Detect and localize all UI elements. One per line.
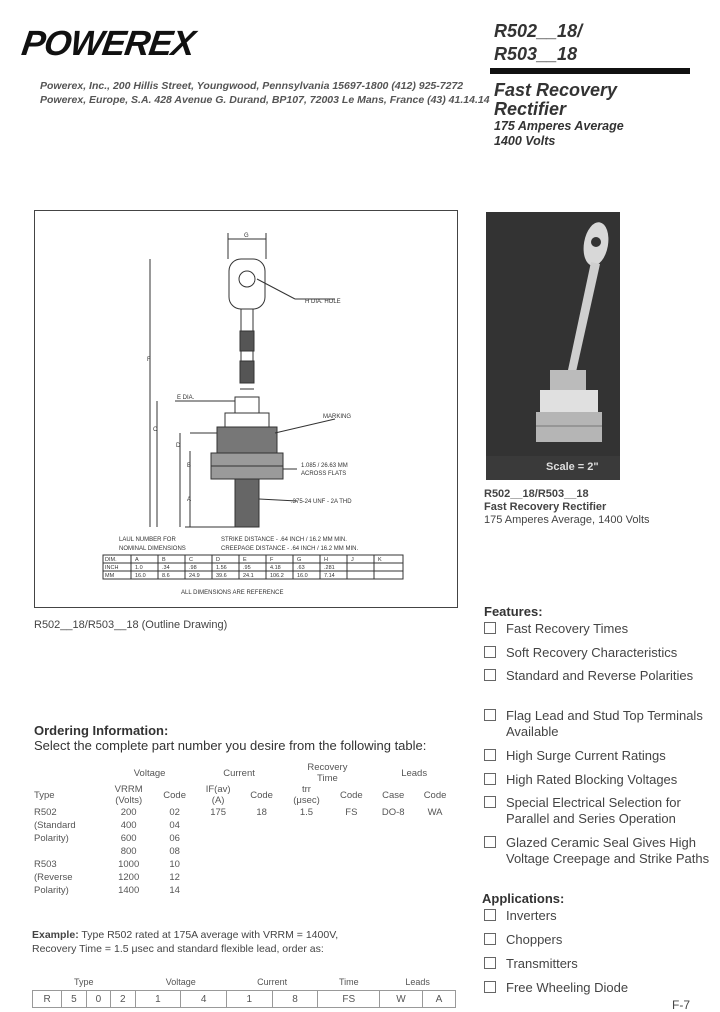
- title-line-3: 175 Amperes Average: [494, 119, 624, 133]
- code-cell: FS: [318, 991, 380, 1008]
- checkbox-icon: [484, 981, 496, 993]
- cell-rcode: [330, 858, 372, 871]
- cell-usec: [283, 819, 331, 832]
- dim-b-label: B: [187, 463, 192, 469]
- group-voltage: Voltage: [133, 767, 166, 779]
- cell-volts: 1200: [118, 872, 140, 883]
- dim-table-cell: J: [351, 557, 354, 563]
- cell-amps: [196, 845, 241, 858]
- dim-table-cell: .281: [324, 565, 335, 571]
- dim-table-cell: .34: [162, 565, 170, 571]
- cell-usec: [283, 884, 331, 897]
- cell-volts: 400: [120, 820, 137, 831]
- code-cell: 2: [111, 991, 135, 1008]
- cell-case: [372, 884, 414, 897]
- table-row: [32, 832, 456, 845]
- col-type: Type: [34, 789, 55, 801]
- dim-table-cell: H: [324, 557, 328, 563]
- col-lcode: Code: [423, 789, 447, 801]
- cell-usec: [283, 845, 331, 858]
- code-group-time: Time: [318, 974, 380, 991]
- dim-a-label: A: [187, 497, 192, 503]
- checkbox-icon: [484, 669, 496, 681]
- creepage-distance: CREEPAGE DISTANCE - .64 INCH / 16.2 MM MIN.: [221, 546, 359, 552]
- note-left-1: LAUL NUMBER FOR: [119, 537, 176, 543]
- dim-table-cell: .95: [243, 565, 251, 571]
- feature-item: High Surge Current Ratings: [484, 748, 714, 764]
- col-ifav: IF(av) (A): [205, 784, 231, 806]
- photo-caption-2: Fast Recovery Rectifier: [484, 501, 607, 513]
- dim-g-label: G: [244, 233, 249, 239]
- address-usa: Powerex, Inc., 200 Hillis Street, Youngwood, Pennsylvania 15697-1800 (412) 925-7272: [40, 80, 464, 92]
- hole-label: H DIA. HOLE: [305, 299, 341, 305]
- dim-table-cell: C: [189, 557, 193, 563]
- cell-rcode: [330, 819, 372, 832]
- part-number-1: R502__18/: [494, 21, 583, 41]
- checkbox-icon: [484, 646, 496, 658]
- drawing-footer: ALL DIMENSIONS ARE REFERENCE: [181, 590, 284, 596]
- feature-item: High Rated Blocking Voltages: [484, 772, 714, 788]
- dim-table-cell: 16.0: [297, 573, 308, 579]
- cell-vcode: 10: [169, 859, 180, 870]
- col-vrrm: VRRM (Volts): [114, 784, 143, 806]
- note-left-2: NOMINAL DIMENSIONS: [119, 546, 186, 552]
- cell-volts: 800: [120, 846, 137, 857]
- cell-rcode: [330, 832, 372, 845]
- code-cell: 1: [135, 991, 181, 1008]
- dim-table-cell: 4.18: [270, 565, 281, 571]
- cell-usec: [283, 858, 331, 871]
- application-item: Free Wheeling Diode: [484, 980, 714, 996]
- ordering-subheading: Select the complete part number you desire from the following table:: [34, 738, 427, 753]
- cell-lcode: [414, 884, 456, 897]
- cell-case: [372, 845, 414, 858]
- col-trr: trr (μsec): [293, 784, 320, 806]
- feature-item: Soft Recovery Characteristics: [484, 645, 714, 661]
- example-line-2: Recovery Time = 1.5 μsec and standard flexible lead, order as:: [32, 943, 324, 955]
- cell-lcode: [414, 845, 456, 858]
- powerex-logo: POWEREX: [19, 24, 197, 63]
- cell-amps: 175: [210, 807, 227, 818]
- features-heading: Features:: [484, 604, 543, 619]
- cell-case: DO-8: [381, 807, 405, 818]
- code-cell: 5: [62, 991, 86, 1008]
- title-line-2: Rectifier: [494, 99, 567, 119]
- address-europe: Powerex, Europe, S.A. 428 Avenue G. Durand, BP107, 72003 Le Mans, France (43) 41.14.14: [40, 94, 490, 106]
- dim-table-cell: MM: [105, 573, 115, 579]
- dim-table-cell: 24.9: [189, 573, 200, 579]
- dim-table-cell: 1.0: [135, 565, 143, 571]
- cell-amps: [196, 819, 241, 832]
- outline-drawing: [35, 211, 457, 607]
- dim-d-label: D: [176, 443, 181, 449]
- checkbox-icon: [484, 796, 496, 808]
- feature-item: Glazed Ceramic Seal Gives High Voltage Creepage and Strike Paths: [484, 835, 714, 866]
- cell-rcode: [330, 845, 372, 858]
- table-row: [32, 871, 456, 884]
- cell-lcode: [414, 871, 456, 884]
- cell-rcode: FS: [345, 807, 358, 818]
- code-cell: R: [33, 991, 62, 1008]
- application-item: Inverters: [484, 908, 714, 924]
- cell-icode: [241, 871, 283, 884]
- applications-heading: Applications:: [482, 891, 565, 906]
- cell-usec: [283, 832, 331, 845]
- cell-vcode: 04: [169, 820, 180, 831]
- cell-vcode: 02: [169, 807, 180, 818]
- application-item: Choppers: [484, 932, 714, 948]
- col-vcode: Code: [163, 789, 186, 801]
- checkbox-icon: [484, 709, 496, 721]
- application-item: Transmitters: [484, 956, 714, 972]
- cell-lcode: WA: [427, 807, 443, 818]
- cell-amps: [196, 884, 241, 897]
- cell-type: (Standard: [34, 820, 76, 831]
- code-cell: 1: [226, 991, 272, 1008]
- dim-table-cell: INCH: [105, 565, 119, 571]
- dim-table-cell: A: [135, 557, 139, 563]
- flats-label-1: 1.085 / 26.63 MM: [301, 463, 348, 469]
- cell-type: Polarity): [34, 833, 69, 844]
- dim-table-cell: K: [378, 557, 382, 563]
- product-photo: [486, 212, 620, 480]
- cell-lcode: [414, 832, 456, 845]
- dim-table-cell: G: [297, 557, 302, 563]
- dim-table-cell: 1.56: [216, 565, 227, 571]
- code-cell: 8: [272, 991, 318, 1008]
- code-cell: W: [380, 991, 423, 1008]
- cell-type: (Reverse: [34, 872, 73, 883]
- cell-amps: [196, 871, 241, 884]
- feature-item: Fast Recovery Times: [484, 621, 714, 637]
- checkbox-icon: [484, 836, 496, 848]
- cell-type: Polarity): [34, 885, 69, 896]
- dim-table-cell: 24.1: [243, 573, 254, 579]
- dim-e-label: E DIA.: [177, 395, 195, 401]
- cell-rcode: [330, 884, 372, 897]
- dim-table-cell: F: [270, 557, 274, 563]
- cell-icode: [241, 858, 283, 871]
- cell-amps: [196, 858, 241, 871]
- cell-type: [32, 845, 104, 858]
- ordering-heading: Ordering Information:: [34, 723, 169, 738]
- cell-icode: [241, 819, 283, 832]
- cell-volts: 200: [120, 807, 137, 818]
- checkbox-icon: [484, 933, 496, 945]
- cell-vcode: 12: [169, 872, 180, 883]
- checkbox-icon: [484, 773, 496, 785]
- flats-label-2: ACROSS FLATS: [301, 471, 347, 477]
- feature-item: Standard and Reverse Polarities: [484, 668, 714, 684]
- code-cell: A: [422, 991, 455, 1008]
- code-group-current: Current: [226, 974, 317, 991]
- group-recovery: Recovery Time: [307, 762, 348, 784]
- part-code-table: [32, 974, 456, 1008]
- dim-f-label: F: [147, 357, 151, 363]
- cell-volts: 600: [120, 833, 137, 844]
- photo-caption-1: R502__18/R503__18: [484, 488, 589, 500]
- cell-lcode: [414, 819, 456, 832]
- cell-vcode: 06: [169, 833, 180, 844]
- table-row: [32, 806, 456, 819]
- marking-label: MARKING: [323, 414, 352, 420]
- checkbox-icon: [484, 957, 496, 969]
- title-line-1: Fast Recovery: [494, 80, 618, 100]
- header-rule: [490, 68, 690, 74]
- drawing-caption: R502__18/R503__18 (Outline Drawing): [34, 619, 228, 631]
- dim-table-cell: 7.14: [324, 573, 335, 579]
- checkbox-icon: [484, 749, 496, 761]
- cell-amps: [196, 832, 241, 845]
- cell-volts: 1400: [118, 885, 140, 896]
- dim-table-cell: E: [243, 557, 247, 563]
- code-group-type: Type: [33, 974, 136, 991]
- cell-icode: [241, 845, 283, 858]
- dim-table-cell: B: [162, 557, 166, 563]
- cell-vcode: 14: [169, 885, 180, 896]
- dim-table-cell: .98: [189, 565, 197, 571]
- code-cell: 0: [86, 991, 110, 1008]
- dim-table-cell: DIM.: [105, 557, 117, 563]
- group-current: Current: [223, 767, 255, 779]
- cell-type: R503: [34, 859, 57, 870]
- part-number-2: R503__18: [494, 44, 578, 64]
- cell-case: [372, 858, 414, 871]
- group-leads: Leads: [401, 767, 428, 779]
- checkbox-icon: [484, 622, 496, 634]
- outline-drawing-frame: [34, 210, 458, 608]
- code-group-leads: Leads: [380, 974, 456, 991]
- dim-table-cell: D: [216, 557, 220, 563]
- cell-icode: [241, 832, 283, 845]
- dim-table-cell: 8.6: [162, 573, 170, 579]
- feature-item: Special Electrical Selection for Parallel and Series Operation: [484, 795, 714, 826]
- cell-case: [372, 832, 414, 845]
- dim-table-cell: 39.6: [216, 573, 227, 579]
- feature-item: Flag Lead and Stud Top Terminals Available: [484, 708, 714, 739]
- cell-volts: 1000: [118, 859, 140, 870]
- cell-usec: 1.5: [299, 807, 314, 818]
- dim-table-cell: 106.2: [270, 573, 284, 579]
- strike-distance: STRIKE DISTANCE - .64 INCH / 16.2 MM MIN.: [221, 537, 347, 543]
- cell-usec: [283, 871, 331, 884]
- dim-table-cell: .63: [297, 565, 305, 571]
- cell-type: R502: [34, 807, 57, 818]
- table-row: [32, 819, 456, 832]
- ordering-table: [32, 762, 456, 897]
- code-group-voltage: Voltage: [135, 974, 226, 991]
- cell-vcode: 08: [169, 846, 180, 857]
- dim-c-label: C: [153, 427, 158, 433]
- col-rcode: Code: [340, 789, 363, 801]
- cell-case: [372, 871, 414, 884]
- code-cell: 4: [181, 991, 227, 1008]
- col-case: Case: [382, 789, 405, 801]
- cell-rcode: [330, 871, 372, 884]
- table-row: [32, 884, 456, 897]
- example-line-1: Example: Type R502 rated at 175A average with VRRM = 1400V,: [32, 929, 339, 941]
- thread-label: .375-24 UNF - 2A THD: [291, 499, 352, 505]
- photo-scale-label: Scale = 2": [546, 461, 599, 473]
- title-line-4: 1400 Volts: [494, 134, 556, 148]
- page-number: F-7: [672, 998, 690, 1012]
- col-icode: Code: [250, 789, 273, 801]
- checkbox-icon: [484, 909, 496, 921]
- dim-table-cell: 16.0: [135, 573, 146, 579]
- cell-case: [372, 819, 414, 832]
- table-row: [32, 845, 456, 858]
- cell-icode: [241, 884, 283, 897]
- rectifier-photo: [486, 212, 620, 480]
- cell-icode: 18: [256, 807, 267, 818]
- table-row: [32, 858, 456, 871]
- photo-caption-3: 175 Amperes Average, 1400 Volts: [484, 514, 650, 526]
- cell-lcode: [414, 858, 456, 871]
